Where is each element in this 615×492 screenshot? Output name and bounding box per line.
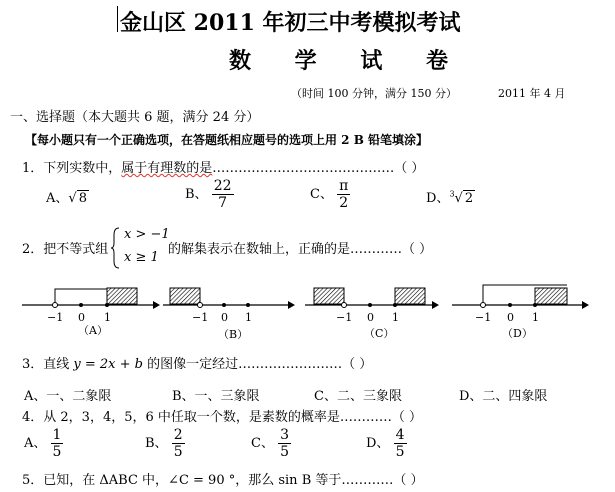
- q4-option-d-den: 5: [395, 444, 405, 461]
- q3-stem-suffix: 的图像一定经过……………………（ ）: [143, 357, 373, 372]
- q4-option-a: [24, 427, 63, 460]
- q1-option-c-den: 2: [339, 195, 349, 212]
- q1-option-d-label: D、: [426, 191, 450, 206]
- q3-option-b: B、一、三象限: [172, 389, 260, 404]
- q4-option-c-label: C、: [251, 436, 274, 452]
- q2-stem-prefix: 2．把不等式组: [22, 242, 109, 257]
- q3-option-a: A、一、二象限: [24, 389, 112, 404]
- text-cursor: [117, 6, 118, 32]
- q4-option-b-num: 2: [173, 427, 183, 443]
- axis-label-d-1: 1: [532, 311, 539, 324]
- q1-stem: [22, 157, 424, 176]
- axis-label-c-1: 1: [392, 311, 399, 324]
- q4-option-d-label: D、: [366, 436, 390, 452]
- exam-title: 金山区 2011 年初三中考模拟考试: [120, 10, 461, 36]
- q1-option-a-expr: 8: [78, 191, 87, 206]
- q1-option-a: A、√ 8: [46, 191, 87, 206]
- exam-date: 2011 年 4 月: [498, 87, 566, 100]
- axis-label-d-neg1: −1: [475, 311, 492, 324]
- caption-b: （B）: [218, 328, 249, 341]
- q1-stem-dots: ……………………………………（ ）: [212, 161, 425, 176]
- exam-subtitle: 数 学 试 卷: [229, 48, 466, 74]
- q4-option-d-num: 4: [395, 427, 405, 443]
- q1-option-d-expr: 2: [464, 191, 474, 206]
- q1-option-a-label: A、: [46, 191, 69, 206]
- q1-stem-wavy: 属于有理数的是: [121, 161, 213, 176]
- q1-stem-prefix: 1．下列实数中，: [22, 161, 122, 176]
- q4-option-c: [251, 427, 291, 460]
- number-line-b: [163, 288, 295, 309]
- q1-option-d: D、$^3$√ 2: [426, 189, 474, 206]
- q4-option-b-label: B、: [145, 436, 168, 452]
- q2-stem-suffix: 的解集表示在数轴上，正确的是…………（ ）: [168, 242, 433, 257]
- axis-label-b-neg1: −1: [192, 311, 209, 324]
- q3-stem-prefix: 3．直线: [22, 357, 74, 372]
- q1-option-c: [310, 178, 350, 211]
- q5-stem: 5．已知，在 ΔABC 中，∠C = 90 °，那么 sin B 等于…………（ ）: [22, 473, 424, 488]
- q4-option-c-den: 5: [280, 444, 290, 461]
- caption-c: （C）: [364, 327, 395, 340]
- q2-inequality-2: x ≥ 1: [124, 250, 159, 265]
- q1-option-b-den: 7: [218, 195, 228, 212]
- q4-option-c-num: 3: [280, 427, 290, 443]
- q4-option-a-label: A、: [24, 436, 47, 452]
- q1-option-d-index: 3: [449, 189, 455, 199]
- q1-option-b-num: 22: [213, 178, 232, 194]
- q1-option-c-label: C、: [310, 187, 333, 203]
- q4-stem: 4．从 2，3，4，5，6 中任取一个数，是素数的概率是…………（ ）: [22, 410, 423, 425]
- axis-label-a-0: 0: [78, 311, 85, 324]
- axis-label-d-0: 0: [507, 311, 514, 324]
- axis-label-c-neg1: −1: [336, 311, 353, 324]
- axis-label-c-0: 0: [367, 311, 374, 324]
- q4-option-d: [366, 427, 407, 460]
- number-line-a: [22, 288, 160, 309]
- axis-label-b-1: 1: [245, 311, 252, 324]
- q1-option-b-label: B、: [185, 187, 208, 203]
- q4-option-a-den: 5: [52, 444, 62, 461]
- q3-option-d: D、二、四象限: [459, 389, 548, 404]
- axis-label-b-0: 0: [221, 311, 228, 324]
- section-instruction: 【每小题只有一个正确选项，在答题纸相应题号的选项上用 2 B 铅笔填涂】: [25, 133, 429, 147]
- axis-label-a-neg1: −1: [47, 311, 64, 324]
- q4-option-b: [145, 427, 185, 460]
- q4-option-a-num: 1: [52, 427, 62, 443]
- q2-inequality-1: x > −1: [124, 227, 170, 242]
- q1-option-c-num: π: [339, 178, 349, 194]
- q1-option-b: [185, 178, 234, 211]
- number-line-d: [452, 285, 589, 309]
- caption-a: （A）: [78, 324, 108, 337]
- q3-expr: y = 2x + b: [73, 357, 143, 372]
- q3-option-c: C、二、三象限: [314, 389, 402, 404]
- section-heading: 一、选择题（本大题共 6 题，满分 24 分）: [10, 110, 260, 125]
- q2-brace: [111, 227, 121, 269]
- number-line-c: [305, 288, 439, 309]
- q3-stem: [22, 353, 372, 372]
- caption-d: （D）: [502, 327, 533, 340]
- axis-label-a-1: 1: [104, 311, 111, 324]
- exam-meta: （时间 100 分钟，满分 150 分）: [291, 87, 457, 100]
- q4-option-b-den: 5: [173, 444, 183, 461]
